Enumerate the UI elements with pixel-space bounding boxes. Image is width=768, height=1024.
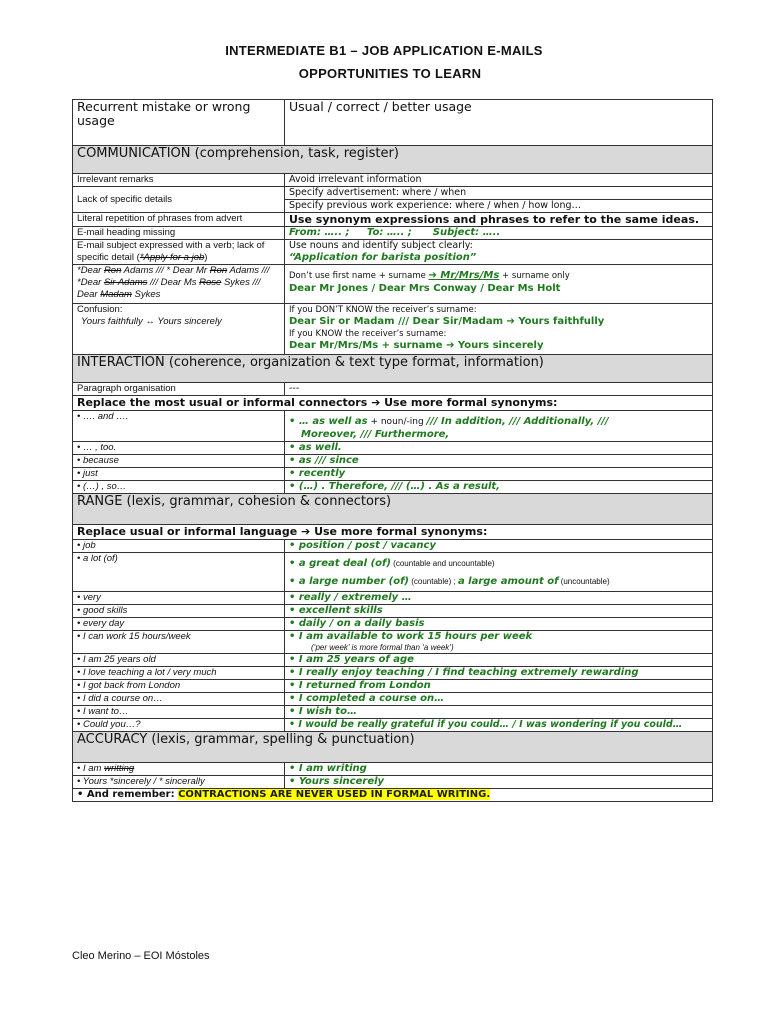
- struck-text: Madam: [100, 289, 132, 300]
- reminder-label: • And remember:: [77, 789, 179, 800]
- mistake-cell: [73, 265, 285, 304]
- correction-text: + noun/-ing: [367, 417, 427, 427]
- correction-cell: • I really enjoy teaching / I find teaching extremely rewarding: [285, 667, 713, 680]
- section-range: [73, 494, 713, 525]
- correction-note: (‘per week’ is more formal than ‘a week’): [311, 643, 454, 652]
- table-row: [73, 442, 713, 455]
- table-row: [73, 667, 713, 680]
- table-row: [73, 789, 713, 802]
- reminder-highlight: CONTRACTIONS ARE NEVER USED IN FORMAL WRITING.: [178, 789, 491, 800]
- document-subtitle: OPPORTUNITIES TO LEARN: [298, 66, 482, 81]
- mistake-cell: • good skills: [73, 605, 285, 618]
- mistake-cell: [73, 763, 285, 776]
- instruction-cell: Replace the most usual or informal connectors ➔ Use more formal synonyms:: [73, 396, 713, 411]
- mistake-cell: • I want to…: [73, 706, 285, 719]
- correction-cell: [285, 411, 713, 442]
- mistake-text: E-mail subject expressed with a verb; lack of specific detail (: [77, 240, 265, 263]
- mistake-text: ): [204, 252, 208, 263]
- table-row: [73, 468, 713, 481]
- mistake-cell: • because: [73, 455, 285, 468]
- mistake-cell: • … , too.: [73, 442, 285, 455]
- mistake-text: *Dear: [77, 265, 104, 276]
- correction-example: Dear Mr/Mrs/Ms + surname ➔ Yours sincerely: [289, 340, 544, 351]
- section-accuracy: [73, 732, 713, 763]
- correction-text: + surname only: [499, 271, 570, 281]
- correction-text: If you KNOW the receiver’s surname:: [289, 329, 447, 339]
- correction-example: Dear Sir or Madam /// Dear Sir/Madam ➔ Yours faithfully: [289, 316, 605, 327]
- table-row: [73, 240, 713, 265]
- table-row: [73, 680, 713, 693]
- mistake-cell: • Yours *sincerely / * sincerally: [73, 776, 285, 789]
- correction-cell: From: ….. ; To: ….. ; Subject: …..: [285, 227, 713, 240]
- header-mistake: Recurrent mistake or wrong usage: [73, 100, 285, 146]
- table-row: [73, 213, 713, 227]
- correction-text: If you DON’T KNOW the receiver’s surname:: [289, 305, 477, 315]
- struck-text: Ron: [209, 265, 228, 276]
- correction-example: /// In addition, /// Additionally, ///: [426, 416, 609, 427]
- mistake-text: Adams /// *Dear: [77, 265, 270, 288]
- table-row: [73, 411, 713, 442]
- correction-cell: • daily / on a daily basis: [285, 618, 713, 631]
- mistake-cell: • very: [73, 592, 285, 605]
- correction-cell: • Yours sincerely: [285, 776, 713, 789]
- table-row: [73, 227, 713, 240]
- table-row: [73, 174, 713, 187]
- mistake-cell: • I got back from London: [73, 680, 285, 693]
- mistake-cell: Literal repetition of phrases from advert: [73, 213, 285, 227]
- mistake-cell: • job: [73, 540, 285, 553]
- correction-cell: ---: [285, 383, 713, 396]
- table-row: [73, 706, 713, 719]
- correction-cell: • as /// since: [285, 455, 713, 468]
- correction-cell: • excellent skills: [285, 605, 713, 618]
- table-row: [73, 605, 713, 618]
- mistake-text: Sykes: [131, 289, 161, 300]
- section-title: INTERACTION (coherence, organization & text type format, information): [73, 355, 713, 383]
- correction-cell: [285, 240, 713, 265]
- table-row: [73, 776, 713, 789]
- mistake-cell: [73, 304, 285, 355]
- section-title: ACCURACY (lexis, grammar, spelling & punctuation): [73, 732, 713, 763]
- mistake-cell: • (…) , so…: [73, 481, 285, 494]
- table-row: [73, 654, 713, 667]
- correction-cell: [285, 553, 713, 592]
- struck-text: Sir Adams: [103, 277, 148, 288]
- correction-example: Moreover, /// Furthermore,: [301, 429, 450, 440]
- correction-cell: • I completed a course on…: [285, 693, 713, 706]
- mistake-text: Yours faithfully ↔ Yours sincerely: [81, 316, 222, 327]
- struck-text: *Apply for a job: [139, 252, 205, 263]
- correction-cell: • really / extremely …: [285, 592, 713, 605]
- table-row: [73, 763, 713, 776]
- footer-author: Cleo Merino – EOI Móstoles: [72, 950, 210, 962]
- mistake-cell: • I love teaching a lot / very much: [73, 667, 285, 680]
- document-title: INTERMEDIATE B1 – JOB APPLICATION E-MAILS: [225, 43, 543, 58]
- mistake-cell: • a lot (of): [73, 553, 285, 592]
- mistake-cell: • I did a course on…: [73, 693, 285, 706]
- table-row: [73, 396, 713, 411]
- correction-cell: Specify previous work experience: where / when / how long…: [285, 200, 713, 213]
- table-row: [73, 383, 713, 396]
- correction-cell: • I wish to…: [285, 706, 713, 719]
- section-interaction: [73, 355, 713, 383]
- correction-cell: [285, 631, 713, 654]
- mistake-cell: [73, 240, 285, 265]
- correction-cell: • I am 25 years of age: [285, 654, 713, 667]
- reminder-cell: [73, 789, 713, 802]
- table-header-row: [73, 100, 713, 146]
- section-title: COMMUNICATION (comprehension, task, register): [73, 146, 713, 174]
- correction-text: Don’t use first name + surname: [289, 271, 429, 281]
- mistake-cell: • …. and ….: [73, 411, 285, 442]
- struck-text: Rose: [199, 277, 222, 288]
- correction-example: • … as well as: [289, 416, 368, 427]
- mistake-text: /// Dear Ms: [147, 277, 200, 288]
- correction-cell: • recently: [285, 468, 713, 481]
- table-row: [73, 719, 713, 732]
- mistake-text: Sykes /// Dear: [77, 277, 261, 300]
- correction-highlight: ➔ Mr/Mrs/Ms: [428, 270, 500, 281]
- correction-note: (countable and uncountable): [390, 559, 495, 568]
- table-row: [73, 693, 713, 706]
- correction-cell: • as well.: [285, 442, 713, 455]
- correction-example: • a great deal (of): [289, 558, 391, 569]
- mistake-cell: • I can work 15 hours/week: [73, 631, 285, 654]
- correction-cell: Avoid irrelevant information: [285, 174, 713, 187]
- mistake-cell: • I am 25 years old: [73, 654, 285, 667]
- mistake-text: Confusion:: [77, 304, 123, 315]
- section-title: RANGE (lexis, grammar, cohesion & connectors): [73, 494, 713, 525]
- correction-cell: • (…) . Therefore, /// (…) . As a result,: [285, 481, 713, 494]
- correction-text: Use nouns and identify subject clearly:: [289, 240, 473, 251]
- correction-cell: • position / post / vacancy: [285, 540, 713, 553]
- mistake-cell: Irrelevant remarks: [73, 174, 285, 187]
- correction-example: “Application for barista position”: [289, 252, 477, 263]
- correction-cell: Specify advertisement: where / when: [285, 187, 713, 200]
- table-row: [73, 265, 713, 304]
- correction-cell: [285, 304, 713, 355]
- table-row: [73, 631, 713, 654]
- struck-text: Ron: [103, 265, 122, 276]
- correction-example: • a large number (of): [289, 576, 410, 587]
- correction-cell: [285, 265, 713, 304]
- section-communication: [73, 146, 713, 174]
- mistake-cell: • Could you…?: [73, 719, 285, 732]
- correction-cell: • I am writing: [285, 763, 713, 776]
- correction-note: (uncountable): [558, 577, 610, 586]
- correction-example: • I am available to work 15 hours per week: [289, 631, 533, 642]
- mistake-cell: • just: [73, 468, 285, 481]
- correction-example: a large amount of: [457, 576, 559, 587]
- mistake-cell: • every day: [73, 618, 285, 631]
- table-row: [73, 540, 713, 553]
- header-correct: Usual / correct / better usage: [285, 100, 713, 146]
- table-row: [73, 481, 713, 494]
- mistakes-table: [72, 99, 713, 802]
- instruction-cell: Replace usual or informal language ➔ Use more formal synonyms:: [73, 525, 713, 540]
- table-row: [73, 618, 713, 631]
- mistake-cell: Lack of specific details: [73, 187, 285, 213]
- correction-cell: • I would be really grateful if you could… / I was wondering if you could…: [285, 719, 713, 732]
- correction-example: Dear Mr Jones / Dear Mrs Conway / Dear Ms Holt: [289, 283, 561, 294]
- correction-cell: Use synonym expressions and phrases to refer to the same ideas.: [285, 213, 713, 227]
- mistake-cell: E-mail heading missing: [73, 227, 285, 240]
- mistake-text: • I am: [77, 763, 105, 774]
- table-row: [73, 525, 713, 540]
- correction-note: (countable) ;: [409, 577, 458, 586]
- table-row: [73, 592, 713, 605]
- mistake-cell: Paragraph organisation: [73, 383, 285, 396]
- correction-cell: • I returned from London: [285, 680, 713, 693]
- table-row: [73, 455, 713, 468]
- table-row: [73, 187, 713, 200]
- mistake-text: Adams /// * Dear Mr: [121, 265, 210, 276]
- table-row: [73, 304, 713, 355]
- struck-text: writting: [104, 763, 135, 774]
- table-row: [73, 553, 713, 592]
